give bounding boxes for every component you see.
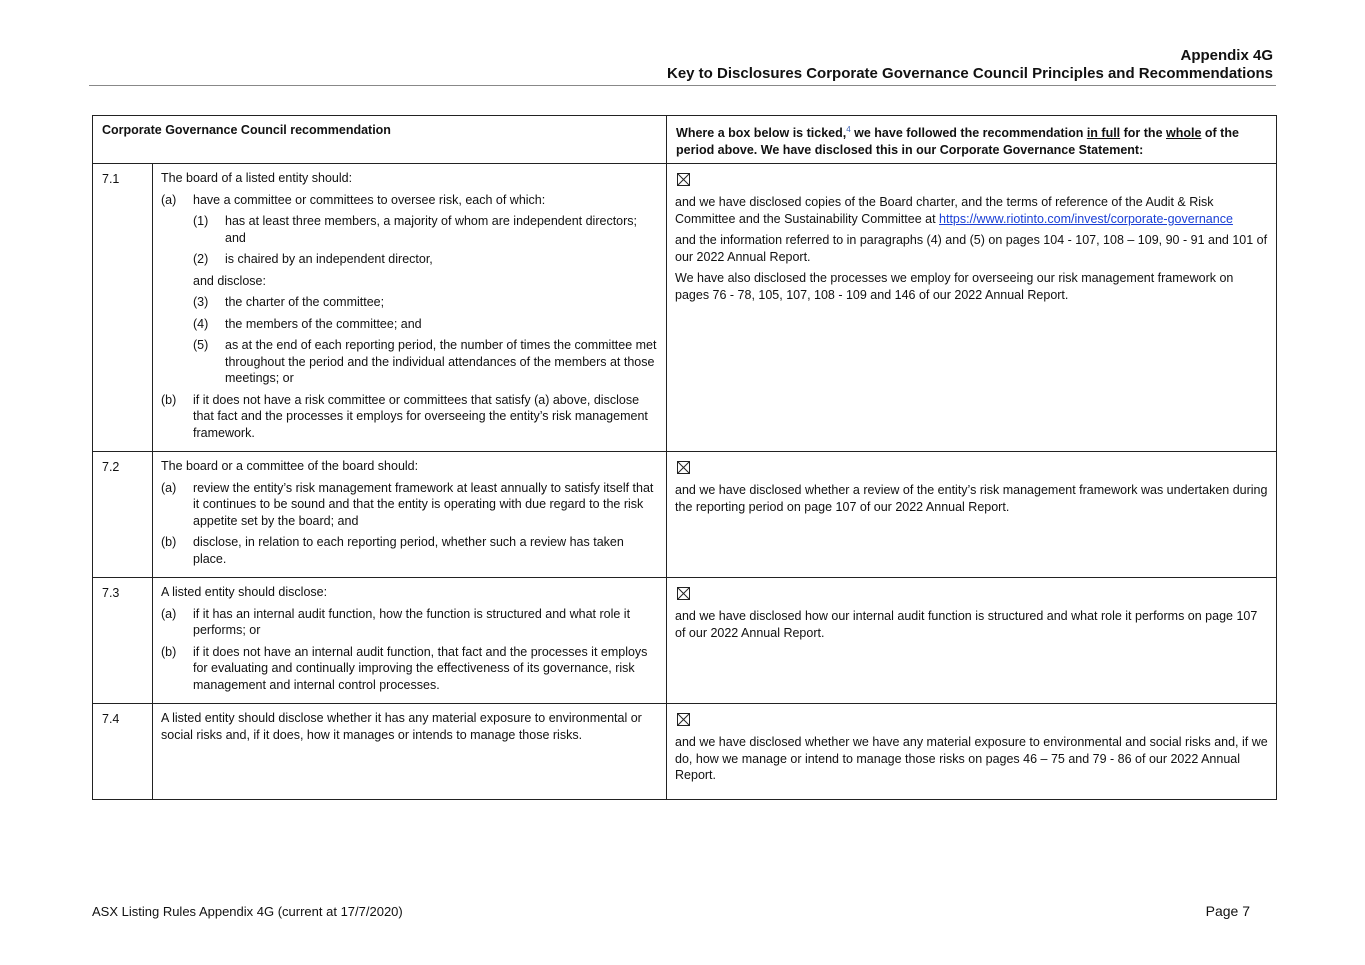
recommendation-number: 7.3 [93, 578, 153, 704]
header-text-4: of the period above. We have disclosed this in our Corporate Governance Statement: [676, 126, 1239, 157]
list-item [161, 644, 657, 694]
response-text: and we have disclosed whether we have any material exposure to environmental and social risks and, if we do, how we manage or intend to manage those risks on pages 46 – 75 and 79 - 86 of our 2022 Annual Report. [675, 735, 1268, 783]
page-number: Page 7 [1205, 903, 1250, 919]
document-subtitle: Key to Disclosures Corporate Governance Council Principles and Recommendations [667, 65, 1273, 82]
list-item [193, 337, 657, 387]
item-label: (4) [193, 316, 209, 331]
response-cell [667, 452, 1277, 578]
table-row [93, 164, 1277, 452]
whole-emphasis: whole [1166, 126, 1202, 141]
ticked-checkbox-icon [677, 173, 690, 186]
footnote-marker: 4 [846, 125, 851, 134]
table-row [93, 578, 1277, 704]
and-disclose-text: and disclose: [193, 273, 266, 288]
list-item [161, 392, 657, 442]
table-row [93, 452, 1277, 578]
response-cell [667, 578, 1277, 704]
list-item [193, 316, 657, 333]
recommendation-intro: The board of a listed entity should: [161, 171, 353, 186]
list-item [193, 251, 657, 268]
header-divider [89, 85, 1276, 86]
item-label: (3) [193, 295, 209, 310]
response-text [675, 194, 1268, 227]
response-column-header [667, 116, 1277, 164]
list-item [161, 534, 657, 567]
recommendation-text [153, 452, 667, 578]
page-header [667, 47, 1273, 83]
item-text: is chaired by an independent director, [225, 252, 433, 267]
item-label: (b) [161, 644, 177, 659]
ticked-checkbox-icon [677, 587, 690, 600]
item-text: if it does not have an internal audit function, that fact and the processes it employs for evaluating and continually improving the effectiveness of its governance, risk management and internal control processes. [193, 644, 648, 692]
item-label: (5) [193, 338, 209, 353]
recommendation-number: 7.4 [93, 704, 153, 800]
item-text: review the entity’s risk management framework at least annually to satisfy itself that it continues to be sound and that the entity is operating with due regard to the risk appetite set by the board; and [193, 480, 654, 528]
recommendation-text [153, 704, 667, 800]
response-cell [667, 164, 1277, 452]
item-label: (a) [161, 192, 177, 207]
table-row [93, 704, 1277, 800]
header-text-2: we have followed the recommendation [850, 126, 1087, 141]
item-text: if it has an internal audit function, how the function is structured and what role it performs; or [193, 606, 631, 638]
header-text-1: Where a box below is ticked, [676, 126, 847, 141]
footer-source: ASX Listing Rules Appendix 4G (current at 17/7/2020) [92, 904, 403, 919]
item-text: the charter of the committee; [225, 295, 385, 310]
in-full-emphasis: in full [1086, 126, 1121, 141]
item-label: (b) [161, 535, 177, 550]
ticked-checkbox-icon [677, 461, 690, 474]
item-text: as at the end of each reporting period, the number of times the committee met throughout the period and the individual attendances of the members at those meetings; or [225, 338, 657, 386]
item-label: (2) [193, 252, 209, 267]
header-text-3: for the [1120, 126, 1166, 141]
list-item [161, 480, 657, 530]
response-text: and we have disclosed whether a review of the entity’s risk management framework was undertaken during the reporting period on page 107 of our 2022 Annual Report. [675, 483, 1268, 514]
item-text: if it does not have a risk committee or committees that satisfy (a) above, disclose that fact and the processes it employs for overseeing the entity’s risk management framework. [193, 392, 648, 440]
response-text-part: and we have disclosed copies of the Board charter, and the terms of reference of the Audit & Risk Committee and the Sustainability Committee at [675, 195, 1214, 226]
recommendation-text [153, 164, 667, 452]
response-text: and we have disclosed how our internal audit function is structured and what role it performs on page 107 of our 2022 Annual Report. [675, 609, 1258, 640]
item-label: (a) [161, 606, 177, 621]
list-item [161, 606, 657, 639]
response-cell [667, 704, 1277, 800]
recommendation-number: 7.2 [93, 452, 153, 578]
item-text: has at least three members, a majority of whom are independent directors; and [225, 214, 638, 245]
item-text: disclose, in relation to each reporting period, whether such a review has taken place. [193, 535, 624, 566]
recommendation-intro: The board or a committee of the board should: [161, 459, 419, 474]
list-item [161, 192, 657, 209]
table-header-row [93, 116, 1277, 164]
list-item [193, 213, 657, 246]
item-text: have a committee or committees to oversee risk, each of which: [193, 192, 546, 207]
recommendation-intro: A listed entity should disclose whether it has any material exposure to environmental or social risks and, if it does, how it manages or intends to manage those risks. [161, 711, 642, 742]
item-label: (a) [161, 480, 177, 495]
recommendation-number: 7.1 [93, 164, 153, 452]
response-text: We have also disclosed the processes we employ for overseeing our risk management framework on pages 76 - 78, 105, 107, 108 - 109 and 146 of our 2022 Annual Report. [675, 271, 1234, 302]
ticked-checkbox-icon [677, 713, 690, 726]
item-text: the members of the committee; and [225, 316, 422, 331]
recommendation-text [153, 578, 667, 704]
appendix-title: Appendix 4G [1180, 47, 1273, 64]
item-label: (1) [193, 214, 209, 229]
corporate-governance-link[interactable]: https://www.riotinto.com/invest/corporate-governance [939, 211, 1233, 226]
recommendation-column-header: Corporate Governance Council recommendation [93, 116, 667, 164]
disclosure-table [92, 115, 1277, 800]
recommendation-intro: A listed entity should disclose: [161, 585, 328, 600]
item-label: (b) [161, 392, 177, 407]
response-text: and the information referred to in paragraphs (4) and (5) on pages 104 - 107, 108 – 109, 90 - 91 and 101 of our 2022 Annual Report. [675, 233, 1268, 264]
list-item [193, 294, 657, 311]
